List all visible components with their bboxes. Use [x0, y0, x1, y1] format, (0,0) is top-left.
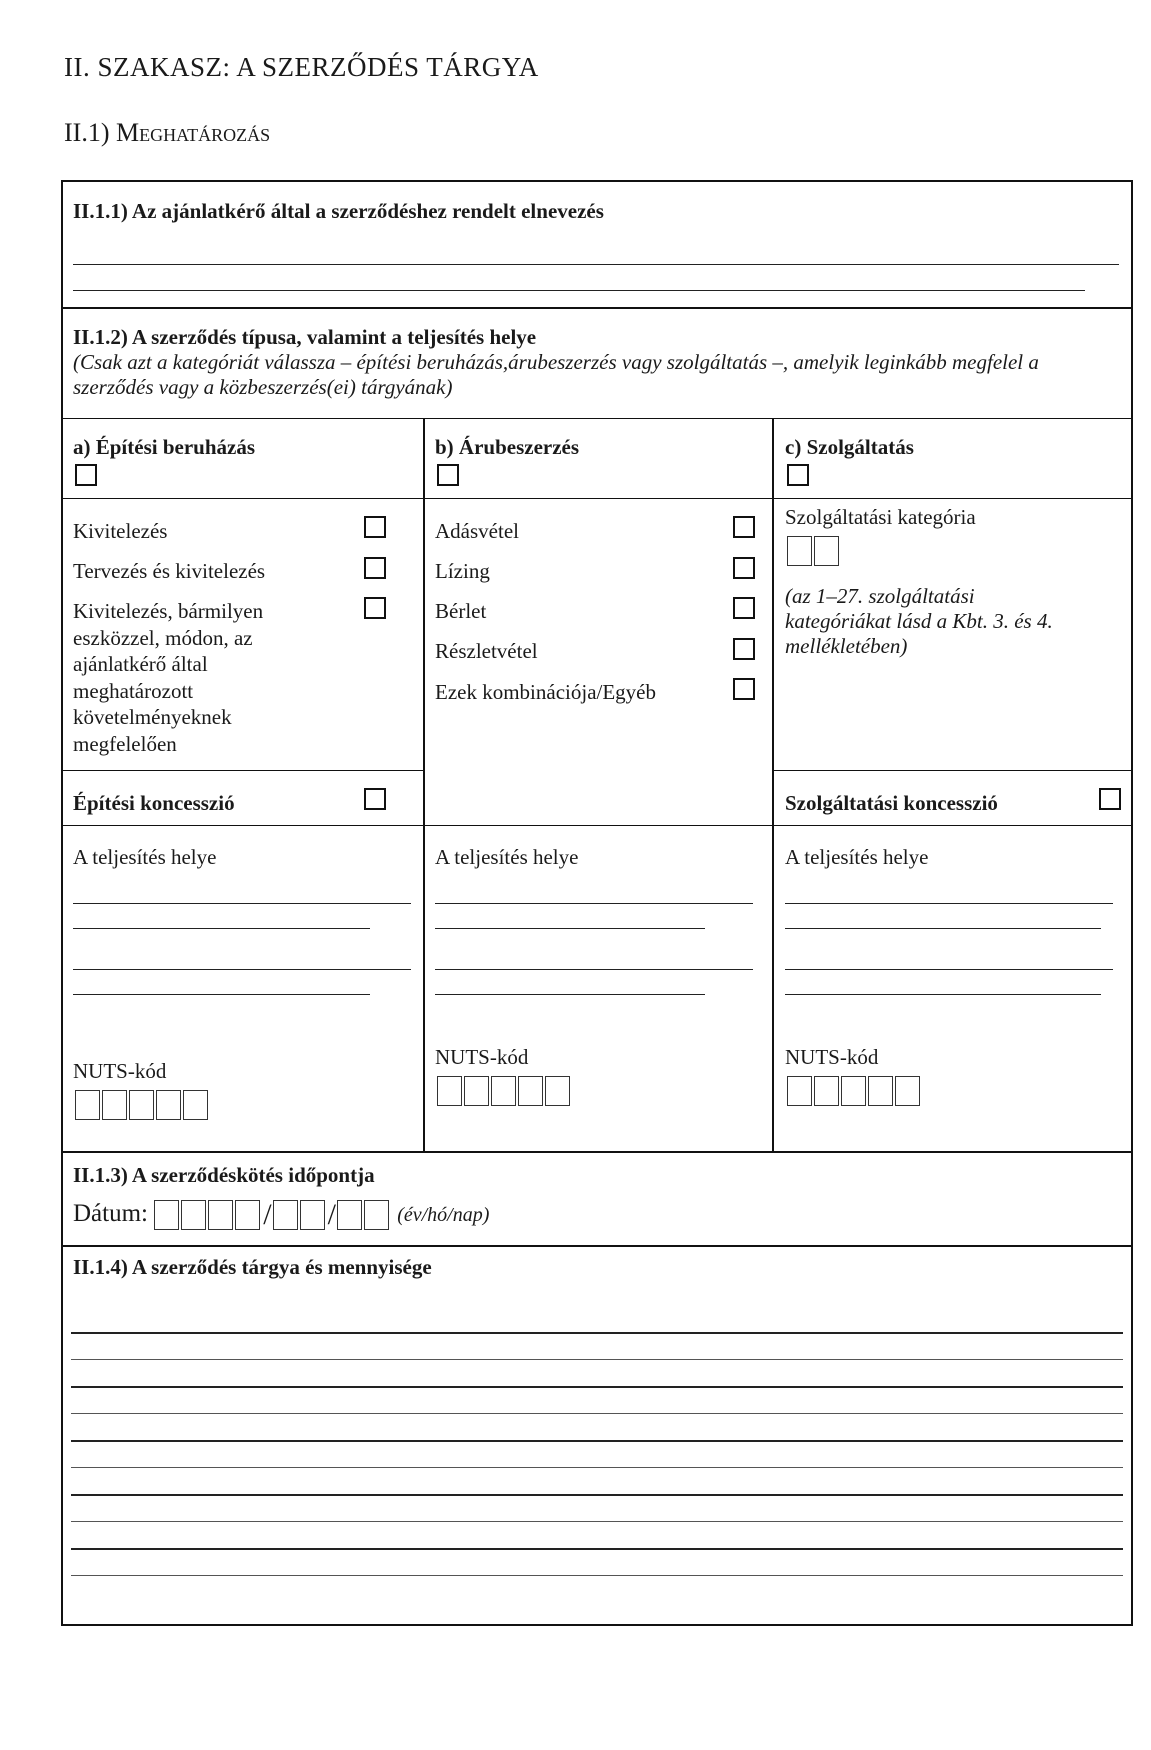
day-digit-box[interactable] [364, 1200, 389, 1230]
year-digit-box[interactable] [208, 1200, 233, 1230]
service-category-code[interactable] [787, 536, 841, 566]
col-c-nuts-label: NUTS-kód [785, 1045, 879, 1069]
date-label: Dátum: [73, 1200, 148, 1227]
col-b-place-line[interactable] [435, 903, 753, 904]
divider [772, 770, 1131, 771]
option-kombinacio-egyeb-checkbox[interactable] [733, 678, 755, 700]
option-kivitelezes-kovetelmenyek: Kivitelezés, bármilyen eszközzel, módon, az ajánlatkérő által meghatározott követelményeknek megfelelően [73, 599, 264, 756]
option-kivitelezes: Kivitelezés [73, 519, 168, 543]
option-kivitelezes-checkbox[interactable] [364, 516, 386, 538]
col-c-heading: c) Szolgáltatás [785, 435, 914, 459]
option-kivitelezes-kovetelmenyek-checkbox[interactable] [364, 597, 386, 619]
col-b-nuts-code[interactable] [437, 1076, 572, 1106]
digit-box[interactable] [868, 1076, 893, 1106]
year-digit-box[interactable] [235, 1200, 260, 1230]
month-digit-box[interactable] [273, 1200, 298, 1230]
col-a-heading: a) Építési beruházás [73, 435, 256, 459]
digit-box[interactable] [518, 1076, 543, 1106]
col-a-place-line[interactable] [73, 994, 370, 995]
works-concession-checkbox[interactable] [364, 788, 386, 810]
service-concession-checkbox[interactable] [1099, 788, 1121, 810]
s111-line-1[interactable] [73, 264, 1119, 265]
divider [63, 418, 1131, 419]
s114-line[interactable] [71, 1386, 1123, 1388]
s114-line[interactable] [71, 1332, 1123, 1334]
digit-box[interactable] [464, 1076, 489, 1106]
digit-box[interactable] [814, 536, 839, 566]
col-b-place-line[interactable] [435, 969, 753, 970]
divider [63, 498, 1131, 499]
divider [63, 1151, 1131, 1153]
col-c-place-line[interactable] [785, 903, 1113, 904]
s114-line[interactable] [71, 1359, 1123, 1360]
digit-box[interactable] [814, 1076, 839, 1106]
s114-line[interactable] [71, 1467, 1123, 1468]
digit-box[interactable] [183, 1090, 208, 1120]
col-a-place-line[interactable] [73, 969, 411, 970]
option-adasvetel-checkbox[interactable] [733, 516, 755, 538]
divider [63, 307, 1131, 309]
col-b-place-line[interactable] [435, 994, 705, 995]
col-a-nuts-code[interactable] [75, 1090, 210, 1120]
digit-box[interactable] [895, 1076, 920, 1106]
section-title: II. SZAKASZ: A SZERZŐDÉS TÁRGYA [64, 52, 539, 82]
col-b-place-label: A teljesítés helye [435, 845, 579, 869]
digit-box[interactable] [787, 536, 812, 566]
year-digit-box[interactable] [181, 1200, 206, 1230]
col-c-place-line[interactable] [785, 928, 1101, 929]
col-a-place-line[interactable] [73, 928, 370, 929]
option-tervezes-kivitelezes-checkbox[interactable] [364, 557, 386, 579]
digit-box[interactable] [545, 1076, 570, 1106]
digit-box[interactable] [787, 1076, 812, 1106]
s114-line[interactable] [71, 1575, 1123, 1576]
service-category-note: (az 1–27. szolgáltatási kategóriákat lásd a Kbt. 3. és 4. mellékletében) [785, 584, 1053, 658]
divider [63, 1245, 1131, 1247]
option-tervezes-kivitelezes: Tervezés és kivitelezés [73, 559, 266, 583]
col-c-place-label: A teljesítés helye [785, 845, 929, 869]
s114-line[interactable] [71, 1413, 1123, 1414]
option-lizing-checkbox[interactable] [733, 557, 755, 579]
s111-line-2[interactable] [73, 290, 1085, 291]
col-b-heading: b) Árubeszerzés [435, 435, 580, 459]
date-row [73, 1196, 489, 1233]
s114-line[interactable] [71, 1548, 1123, 1550]
contract-form [61, 180, 1133, 1626]
digit-box[interactable] [491, 1076, 516, 1106]
col-a-checkbox[interactable] [75, 464, 97, 486]
day-digit-box[interactable] [337, 1200, 362, 1230]
s114-line[interactable] [71, 1494, 1123, 1496]
col-a-nuts-label: NUTS-kód [73, 1059, 167, 1083]
col-c-nuts-code[interactable] [787, 1076, 922, 1106]
digit-box[interactable] [75, 1090, 100, 1120]
year-digit-box[interactable] [154, 1200, 179, 1230]
col-b-checkbox[interactable] [437, 464, 459, 486]
option-berlet: Bérlet [435, 599, 487, 623]
s114-title: II.1.4) A szerződés tárgya és mennyisége [73, 1255, 432, 1279]
s113-title: II.1.3) A szerződéskötés időpontja [73, 1163, 375, 1187]
date-format-hint: (év/hó/nap) [397, 1204, 490, 1226]
col-c-place-line[interactable] [785, 994, 1101, 995]
subsection-title: II.1) Meghatározás [64, 118, 271, 147]
option-reszletvetel-checkbox[interactable] [733, 638, 755, 660]
date-separator: / [263, 1198, 272, 1232]
month-digit-box[interactable] [300, 1200, 325, 1230]
col-c-checkbox[interactable] [787, 464, 809, 486]
col-b-place-line[interactable] [435, 928, 705, 929]
column-divider [423, 418, 425, 1151]
col-b-nuts-label: NUTS-kód [435, 1045, 529, 1069]
digit-box[interactable] [102, 1090, 127, 1120]
digit-box[interactable] [129, 1090, 154, 1120]
digit-box[interactable] [156, 1090, 181, 1120]
option-lizing: Lízing [435, 559, 490, 583]
digit-box[interactable] [437, 1076, 462, 1106]
s114-line[interactable] [71, 1521, 1123, 1522]
service-concession-label: Szolgáltatási koncesszió [785, 791, 998, 815]
s111-title: II.1.1) Az ajánlatkérő által a szerződéshez rendelt elnevezés [73, 199, 604, 223]
s114-line[interactable] [71, 1440, 1123, 1442]
option-kombinacio-egyeb: Ezek kombinációja/Egyéb [435, 680, 657, 704]
digit-box[interactable] [841, 1076, 866, 1106]
s112-note: (Csak azt a kategóriát válassza – építési beruházás,árubeszerzés vagy szolgáltatás –, amelyik leginkább megfelel a szerződés vagy a közbeszerzés(ei) tárgyának) [73, 350, 1039, 399]
works-concession-label: Építési koncesszió [73, 791, 235, 815]
option-berlet-checkbox[interactable] [733, 597, 755, 619]
col-a-place-line[interactable] [73, 903, 411, 904]
date-separator: / [327, 1198, 336, 1232]
col-c-place-line[interactable] [785, 969, 1113, 970]
option-reszletvetel: Részletvétel [435, 639, 538, 663]
option-adasvetel: Adásvétel [435, 519, 519, 543]
s112-title: II.1.2) A szerződés típusa, valamint a teljesítés helye [73, 325, 537, 349]
service-category-label: Szolgáltatási kategória [785, 505, 976, 529]
column-divider [772, 418, 774, 1151]
divider [63, 825, 1131, 826]
col-a-place-label: A teljesítés helye [73, 845, 217, 869]
divider [63, 770, 423, 771]
